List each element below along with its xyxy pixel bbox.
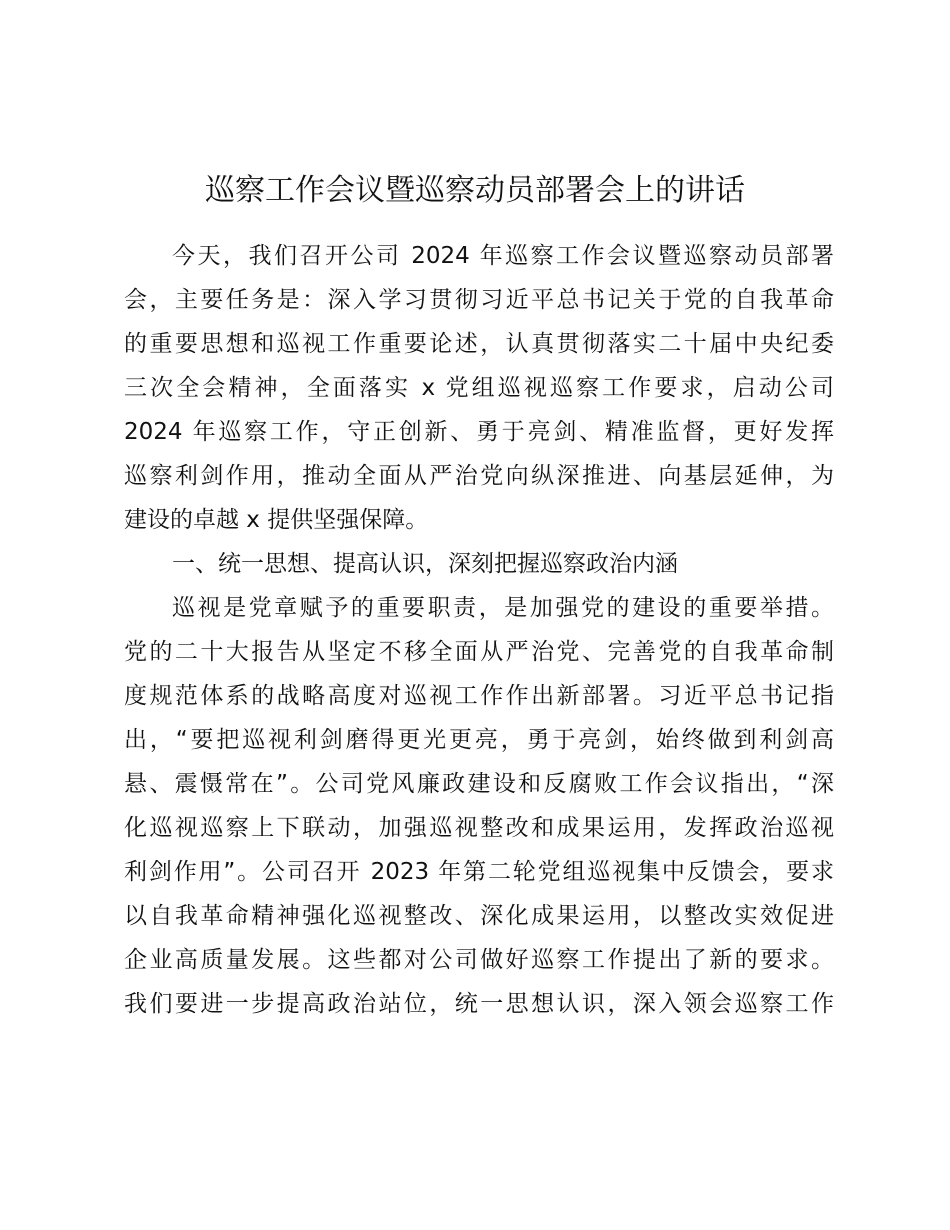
text-line: 会，主要任务是：深入学习贯彻习近平总书记关于党的自我革命 — [124, 287, 834, 313]
text-line: 今天，我们召开公司 2024 年巡察工作会议暨巡察动员部署 — [172, 243, 834, 269]
paragraph-opening — [124, 234, 834, 542]
text-line: 的重要思想和巡视工作重要论述，认真贯彻落实二十届中央纪委 — [124, 331, 834, 357]
text-line: 一、统一思想、提高认识，深刻把握巡察政治内涵 — [172, 551, 678, 577]
text-line: 三次全会精神，全面落实 x 党组巡视巡察工作要求，启动公司 — [124, 375, 834, 401]
text-line: 2024 年巡察工作，守正创新、勇于亮剑、精准监督，更好发挥 — [124, 419, 834, 445]
text-line: 出，“要把巡视利剑磨得更光更亮，勇于亮剑，始终做到利剑高 — [124, 727, 834, 753]
text-line: 化巡视巡察上下联动，加强巡视整改和成果运用，发挥政治巡视 — [124, 815, 834, 841]
text-line: 建设的卓越 x 提供坚强保障。 — [124, 507, 429, 533]
text-line: 以自我革命精神强化巡视整改、深化成果运用，以整改实效促进 — [124, 903, 834, 929]
text-line: 我们要进一步提高政治站位，统一思想认识，深入领会巡察工作 — [124, 991, 834, 1017]
paragraph-inspection — [124, 586, 834, 1026]
text-line: 企业高质量发展。这些都对公司做好巡察工作提出了新的要求。 — [124, 947, 834, 973]
section-heading — [124, 542, 834, 586]
document-title: 巡察工作会议暨巡察动员部署会上的讲话 — [205, 173, 745, 208]
text-line: 党的二十大报告从坚定不移全面从严治党、完善党的自我革命制 — [124, 639, 834, 665]
document-body — [124, 234, 834, 1026]
text-line: 悬、震慑常在”。公司党风廉政建设和反腐败工作会议指出，“深 — [124, 771, 834, 797]
text-line: 巡察利剑作用，推动全面从严治党向纵深推进、向基层延伸，为 — [124, 463, 834, 489]
text-line: 利剑作用”。公司召开 2023 年第二轮党组巡视集中反馈会，要求 — [124, 859, 834, 885]
text-line: 巡视是党章赋予的重要职责，是加强党的建设的重要举措。 — [172, 595, 834, 621]
text-line: 度规范体系的战略高度对巡视工作作出新部署。习近平总书记指 — [124, 683, 834, 709]
